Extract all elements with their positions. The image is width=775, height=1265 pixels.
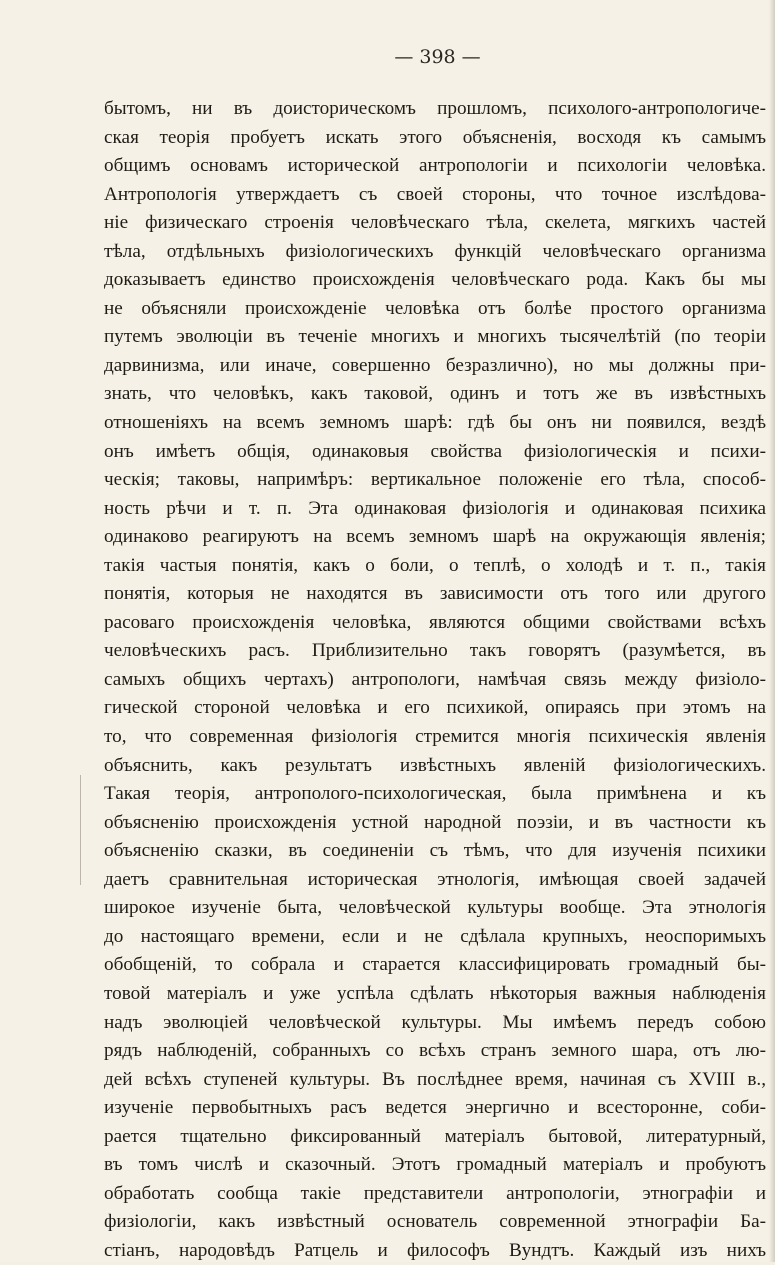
text-line: такія частыя понятія, какъ о боли, о теплѣ, о холодѣ и т. п., такія	[104, 554, 766, 576]
text-line: товой матеріалъ и уже успѣла сдѣлать нѣкоторыя важныя наблюденія	[104, 982, 766, 1004]
text-line: рядъ наблюденій, собранныхъ со всѣхъ странъ земного шара, отъ лю-	[104, 1040, 766, 1062]
text-line: расоваго происхожденія человѣка, являются общими свойствами всѣхъ	[104, 611, 766, 633]
text-line: стіанъ, народовѣдъ Ратцель и философъ Вундтъ. Каждый изъ нихъ	[104, 1239, 766, 1261]
text-line: Такая теорія, антрополого-психологическая, была примѣнена и къ	[104, 783, 766, 805]
text-line: человѣческихъ расъ. Приблизительно такъ говорятъ (разумѣется, въ	[104, 640, 766, 662]
text-line: тѣла, отдѣльныхъ физіологическихъ функцій человѣческаго организма	[104, 240, 766, 262]
body-text	[104, 95, 766, 1265]
text-line: обработать сообща такіе представители антропологіи, этнографіи и	[104, 1182, 766, 1204]
text-line: широкое изученіе быта, человѣческой культуры вообще. Эта этнологія	[104, 897, 766, 919]
text-line: ность рѣчи и т. п. Эта одинаковая физіологія и одинаковая психика	[104, 497, 766, 519]
text-line: ческія; таковы, напримѣръ: вертикальное положеніе его тѣла, способ-	[104, 469, 766, 491]
text-line: одинаково реагируютъ на всемъ земномъ шарѣ на окружающія явленія;	[104, 526, 766, 548]
text-line: изученіе первобытныхъ расъ ведется энергично и всесторонне, соби-	[104, 1097, 766, 1119]
text-line: ская теорія пробуетъ искать этого объясненія, восходя къ самымъ	[104, 126, 766, 148]
text-line: дей всѣхъ ступеней культуры. Въ послѣднее время, начиная съ XVIII в.,	[104, 1068, 766, 1090]
text-line: надъ эволюціей человѣческой культуры. Мы имѣемъ передъ собою	[104, 1011, 766, 1033]
text-line: ніе физическаго строенія человѣческаго тѣла, скелета, мягкихъ частей	[104, 212, 766, 234]
text-line: Антропологія утверждаетъ съ своей стороны, что точное изслѣдова-	[104, 183, 766, 205]
text-line: рается тщательно фиксированный матеріалъ бытовой, литературный,	[104, 1125, 766, 1147]
text-line: доказываетъ единство происхожденія человѣческаго рода. Какъ бы мы	[104, 269, 766, 291]
text-line: обобщеній, то собрала и старается классифицировать громадный бы-	[104, 954, 766, 976]
text-line: онъ имѣетъ общія, одинаковыя свойства физіологическія и психи-	[104, 440, 766, 462]
text-line: въ томъ числѣ и сказочный. Этотъ громадный матеріалъ и пробуютъ	[104, 1154, 766, 1176]
text-line: даетъ сравнительная историческая этнологія, имѣющая своей задачей	[104, 868, 766, 890]
page-number: — 398 —	[394, 46, 481, 68]
text-line: то, что современная физіологія стремится многія психическія явленія	[104, 726, 766, 748]
text-line: общимъ основамъ исторической антропологіи и психологіи человѣка.	[104, 155, 766, 177]
text-line: объяснить, какъ результатъ извѣстныхъ явленій физіологическихъ.	[104, 754, 766, 776]
text-line: гической стороной человѣка и его психикой, опираясь при этомъ на	[104, 697, 766, 719]
text-line: объясненію происхожденія устной народной поэзіи, и въ частности къ	[104, 811, 766, 833]
text-line: понятія, которыя не находятся въ зависимости отъ того или другого	[104, 583, 766, 605]
text-line: знать, что человѣкъ, какъ таковой, одинъ и тотъ же въ извѣстныхъ	[104, 383, 766, 405]
text-line: самыхъ общихъ чертахъ) антропологи, намѣчая связь между физіоло-	[104, 668, 766, 690]
text-line: до настоящаго времени, если и не сдѣлала крупныхъ, неоспоримыхъ	[104, 925, 766, 947]
page-edge-shadow	[769, 0, 775, 1262]
text-line: физіологіи, какъ извѣстный основатель современной этнографіи Ба-	[104, 1211, 766, 1233]
margin-pencil-mark	[80, 775, 81, 885]
text-line: объясненію сказки, въ соединеніи съ тѣмъ, что для изученія психики	[104, 840, 766, 862]
text-line: дарвинизма, или иначе, совершенно безразлично), но мы должны при-	[104, 354, 766, 376]
text-line: отношеніяхъ на всемъ земномъ шарѣ: гдѣ бы онъ ни появился, вездѣ	[104, 412, 766, 434]
text-line: бытомъ, ни въ доисторическомъ прошломъ, психолого-антропологиче-	[104, 98, 766, 119]
text-line: не объясняли происхожденіе человѣка отъ болѣе простого организма	[104, 297, 766, 319]
text-line: путемъ эволюціи въ теченіе многихъ и многихъ тысячелѣтій (по теоріи	[104, 326, 766, 348]
